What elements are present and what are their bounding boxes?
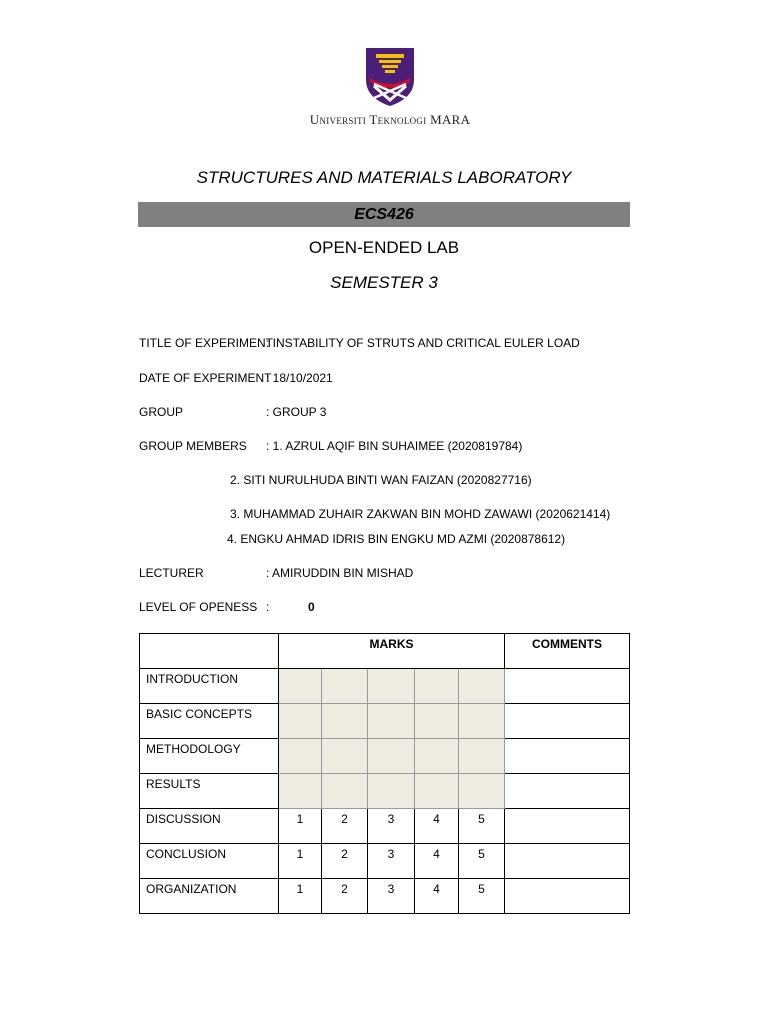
score-option[interactable]: 3 [368, 844, 415, 879]
criterion-label: METHODOLOGY [140, 739, 279, 774]
table-row [140, 844, 630, 879]
lecturer-value: : AMIRUDDIN BIN MISHAD [266, 566, 414, 580]
score-cell[interactable] [415, 739, 459, 774]
score-option[interactable]: 1 [279, 809, 322, 844]
score-cell[interactable] [322, 669, 368, 704]
score-cell[interactable] [368, 704, 415, 739]
score-option[interactable]: 4 [415, 809, 459, 844]
score-cell[interactable] [459, 739, 505, 774]
table-row [140, 669, 630, 704]
score-option[interactable]: 3 [368, 879, 415, 914]
score-cell[interactable] [415, 704, 459, 739]
lab-title: STRUCTURES AND MATERIALS LABORATORY [196, 168, 572, 187]
score-cell[interactable] [279, 669, 322, 704]
score-cell[interactable] [459, 774, 505, 809]
criterion-label: ORGANIZATION [140, 879, 279, 914]
member-3: 3. MUHAMMAD ZUHAIR ZAKWAN BIN MOHD ZAWAWI (2020621414) [230, 507, 611, 521]
university-name: Universiti Teknologi MARA [309, 112, 471, 127]
score-option[interactable]: 5 [459, 809, 505, 844]
score-cell[interactable] [368, 669, 415, 704]
table-row [140, 879, 630, 914]
table-row [140, 809, 630, 844]
semester: SEMESTER 3 [330, 273, 438, 292]
score-cell[interactable] [459, 704, 505, 739]
comment-cell[interactable] [505, 704, 630, 739]
score-option[interactable]: 1 [279, 879, 322, 914]
member-2: 2. SITI NURULHUDA BINTI WAN FAIZAN (2020827716) [230, 473, 532, 487]
score-option[interactable]: 5 [459, 844, 505, 879]
comment-cell[interactable] [505, 844, 630, 879]
criterion-label: INTRODUCTION [140, 669, 279, 704]
score-option[interactable]: 2 [322, 809, 368, 844]
score-option[interactable]: 3 [368, 809, 415, 844]
table-row [140, 739, 630, 774]
score-cell[interactable] [322, 774, 368, 809]
marks-header: MARKS [279, 634, 505, 669]
university-crest-icon [362, 46, 418, 108]
openess-colon: : [266, 600, 270, 614]
group-value: : GROUP 3 [266, 405, 327, 419]
score-cell[interactable] [415, 669, 459, 704]
comment-cell[interactable] [505, 669, 630, 704]
criterion-label: CONCLUSION [140, 844, 279, 879]
lab-type: OPEN-ENDED LAB [308, 238, 460, 257]
openess-value: 0 [308, 600, 315, 614]
lecturer-label: LECTURER [139, 566, 204, 580]
score-cell[interactable] [368, 739, 415, 774]
criterion-label: BASIC CONCEPTS [140, 704, 279, 739]
table-row [140, 774, 630, 809]
title-label: TITLE OF EXPERIMENT [139, 336, 274, 350]
marks-table [139, 633, 630, 914]
empty-header-cell [140, 634, 279, 669]
members-label: GROUP MEMBERS [139, 439, 247, 453]
group-label: GROUP [139, 405, 184, 419]
score-cell[interactable] [322, 739, 368, 774]
course-code: ECS426 [138, 202, 630, 227]
university-logo [300, 46, 480, 136]
comment-cell[interactable] [505, 739, 630, 774]
comment-cell[interactable] [505, 809, 630, 844]
openess-label: LEVEL OF OPENESS [139, 600, 258, 614]
table-header-row [140, 634, 630, 669]
title-value: : INSTABILITY OF STRUTS AND CRITICAL EULER LOAD [266, 336, 580, 350]
score-cell[interactable] [279, 739, 322, 774]
comment-cell[interactable] [505, 879, 630, 914]
criterion-label: RESULTS [140, 774, 279, 809]
score-option[interactable]: 2 [322, 879, 368, 914]
member-4: 4. ENGKU AHMAD IDRIS BIN ENGKU MD AZMI (2020878612) [227, 532, 566, 546]
score-cell[interactable] [279, 704, 322, 739]
comments-header: COMMENTS [505, 634, 630, 669]
score-cell[interactable] [322, 704, 368, 739]
score-cell[interactable] [459, 669, 505, 704]
date-value: : 18/10/2021 [266, 371, 333, 385]
score-option[interactable]: 4 [415, 844, 459, 879]
score-cell[interactable] [415, 774, 459, 809]
score-option[interactable]: 5 [459, 879, 505, 914]
score-cell[interactable] [279, 774, 322, 809]
date-label: DATE OF EXPERIMENT [139, 371, 272, 385]
score-option[interactable]: 2 [322, 844, 368, 879]
criterion-label: DISCUSSION [140, 809, 279, 844]
score-cell[interactable] [368, 774, 415, 809]
score-option[interactable]: 4 [415, 879, 459, 914]
member-1: : 1. AZRUL AQIF BIN SUHAIMEE (2020819784) [266, 439, 523, 453]
comment-cell[interactable] [505, 774, 630, 809]
score-option[interactable]: 1 [279, 844, 322, 879]
table-row [140, 704, 630, 739]
